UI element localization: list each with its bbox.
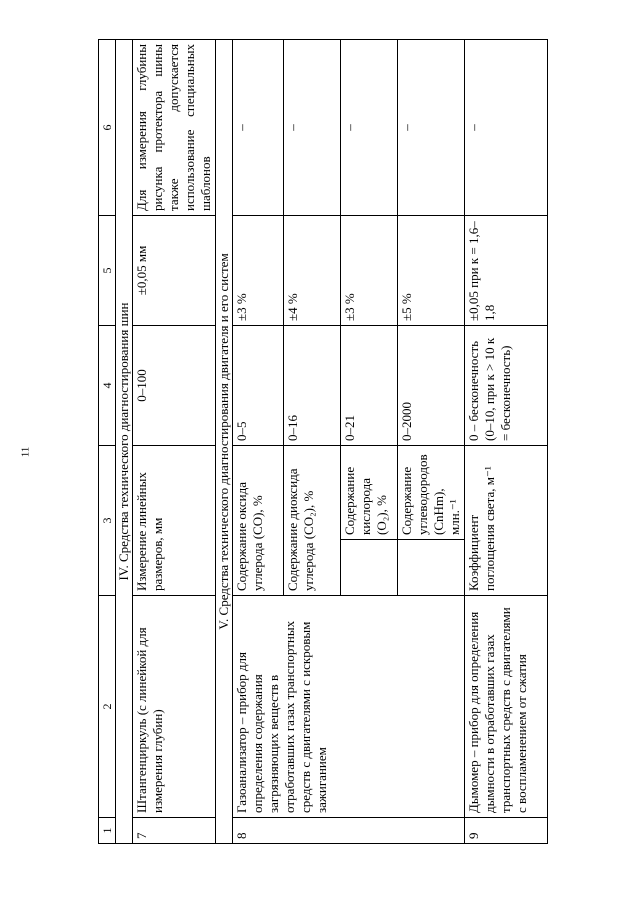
table-row — [465, 40, 548, 844]
parameter-cell: Измерение линейных размеров, мм — [133, 446, 216, 596]
range-cell: 0 – бесконечность (0–10, при к > 10 к = бесконечность) — [465, 326, 548, 446]
header-col-6: 6 — [99, 40, 116, 216]
accuracy-cell: ±0,05 при к = 1,6–1,8 — [465, 216, 548, 326]
section-heading-4: IV. Средства технического диагностирования шин — [116, 40, 133, 844]
device-cell: Газоанализатор – прибор для определения содержания загрязняющих веществ в отработавших газах транспортных средств с двигателями с искровым зажиганием — [233, 596, 465, 818]
header-row — [99, 40, 116, 844]
range-cell: 0–2000 — [398, 326, 465, 446]
diagnostic-equipment-table — [98, 39, 548, 844]
device-cell: Штангенциркуль (с линейкой для измерения глубин) — [133, 596, 216, 818]
parameter-cell: Содержание углеводородов (CnHm), млн.⁻¹ — [398, 446, 465, 540]
row-number: 9 — [465, 818, 548, 844]
note-cell: – — [465, 40, 548, 216]
accuracy-cell: ±3 % — [341, 216, 398, 326]
header-col-1: 1 — [99, 818, 116, 844]
section-row — [116, 40, 133, 844]
note-cell: – — [398, 40, 465, 216]
note-cell: – — [233, 40, 284, 216]
parameter-cell: Содержание оксида углерода (CO), % — [233, 446, 284, 596]
header-col-5: 5 — [99, 216, 116, 326]
table-row — [133, 40, 216, 844]
row-number: 7 — [133, 818, 216, 844]
section-row — [216, 40, 233, 844]
note-cell: – — [284, 40, 341, 216]
parameter-cell: Содержание кислорода (O₂), % — [341, 446, 398, 540]
range-cell: 0–16 — [284, 326, 341, 446]
device-cell: Дымомер – прибор для определения дымности в отработавших газах транспортных средств с двигателями с воспламенением от сжатия — [465, 596, 548, 818]
page-number: 11 — [19, 446, 32, 458]
note-cell: – — [341, 40, 398, 216]
section-heading-5: V. Средства технического диагностирования двигателя и его систем — [216, 40, 233, 844]
accuracy-cell: ±4 % — [284, 216, 341, 326]
row-number: 8 — [233, 818, 465, 844]
header-col-2: 2 — [99, 596, 116, 818]
range-cell: 0–5 — [233, 326, 284, 446]
parameter-cell: Содержание диоксида углерода (CO₂), % — [284, 446, 341, 596]
header-col-4: 4 — [99, 326, 116, 446]
rotated-table-container — [98, 40, 582, 844]
accuracy-cell: ±3 % — [233, 216, 284, 326]
accuracy-cell: ±5 % — [398, 216, 465, 326]
note-cell: Для измерения глубины рисунка протектора шины также допускается использование специальных шаблонов — [133, 40, 216, 216]
header-col-3: 3 — [99, 446, 116, 596]
accuracy-cell: ±0,05 мм — [133, 216, 216, 326]
table-row — [233, 40, 284, 844]
range-cell: 0–100 — [133, 326, 216, 446]
range-cell: 0–21 — [341, 326, 398, 446]
parameter-cell: Коэффициент поглощения света, м⁻¹ — [465, 446, 548, 596]
